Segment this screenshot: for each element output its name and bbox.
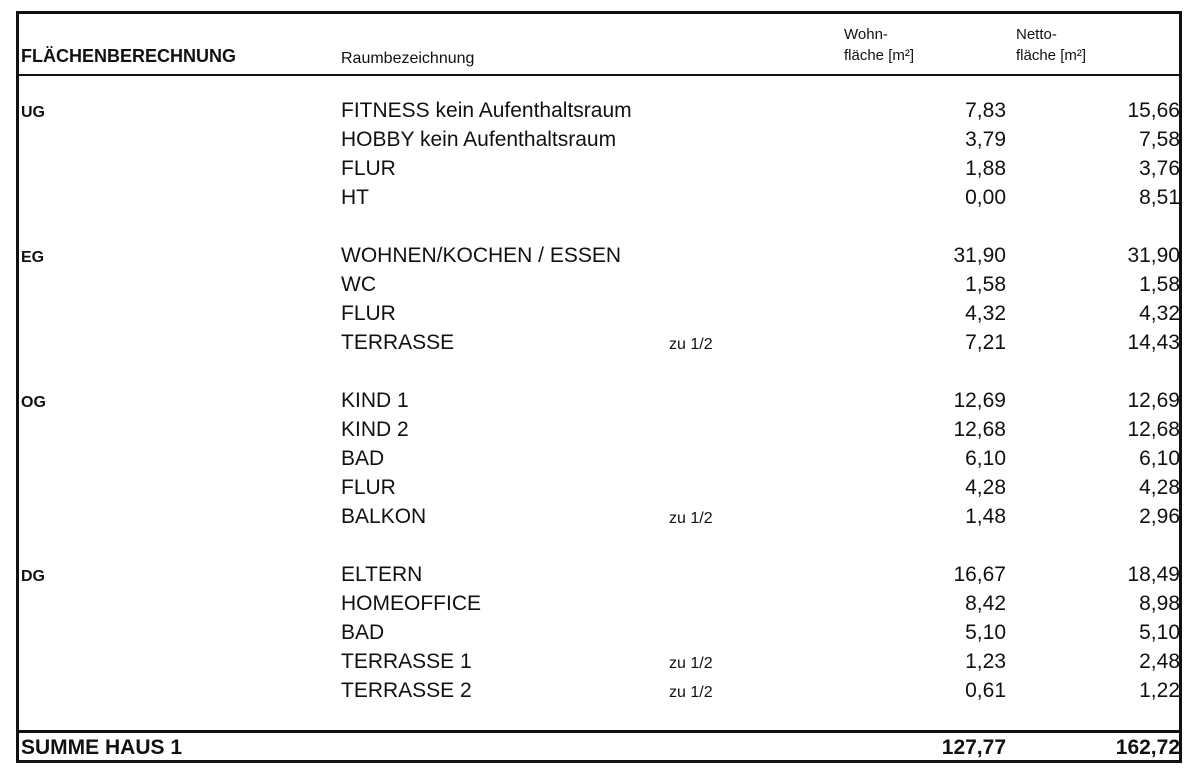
room-net-area: 5,10: [1139, 621, 1180, 644]
room-net-area: 6,10: [1139, 447, 1180, 470]
room-name: ELTERN: [341, 563, 423, 586]
room-living-area: 1,23: [965, 650, 1006, 673]
room-note: zu 1/2: [669, 510, 713, 527]
room-net-area: 31,90: [1127, 244, 1180, 267]
room-living-area: 0,00: [965, 186, 1006, 209]
room-net-area: 4,28: [1139, 476, 1180, 499]
living-area-header-line2: fläche [m²]: [844, 47, 915, 64]
room-name: HT: [341, 186, 369, 209]
room-living-area: 16,67: [953, 563, 1006, 586]
room-living-area: 4,28: [965, 476, 1006, 499]
room-name: HOMEOFFICE: [341, 592, 481, 615]
room-note: zu 1/2: [669, 684, 713, 701]
room-name: BALKON: [341, 505, 427, 528]
room-note: zu 1/2: [669, 336, 713, 353]
room-living-area: 8,42: [965, 592, 1006, 615]
summary-living-area: 127,77: [941, 736, 1006, 759]
room-net-area: 2,48: [1139, 650, 1180, 673]
room-net-area: 12,68: [1127, 418, 1180, 441]
room-net-area: 18,49: [1127, 563, 1180, 586]
room-name: KIND 1: [341, 389, 409, 412]
sheet-title: FLÄCHENBERECHNUNG: [21, 46, 236, 66]
room-name: KIND 2: [341, 418, 409, 441]
room-net-area: 2,96: [1139, 505, 1180, 528]
room-net-area: 8,98: [1139, 592, 1180, 615]
floor-label: UG: [21, 104, 45, 121]
room-net-area: 3,76: [1139, 157, 1180, 180]
room-net-area: 14,43: [1127, 331, 1180, 354]
room-name: WOHNEN/KOCHEN / ESSEN: [341, 244, 622, 267]
room-living-area: 1,58: [965, 273, 1006, 296]
room-net-area: 15,66: [1127, 99, 1180, 122]
header-divider: [19, 74, 1179, 76]
room-name: FLUR: [341, 476, 396, 499]
room-living-area: 5,10: [965, 621, 1006, 644]
room-living-area: 1,88: [965, 157, 1006, 180]
room-living-area: 3,79: [965, 128, 1006, 151]
room-living-area: 12,69: [953, 389, 1006, 412]
summary-divider: [19, 730, 1179, 733]
net-area-column-header: [1016, 24, 1086, 66]
room-name: FITNESS kein Aufenthaltsraum: [341, 99, 632, 122]
room-name: FLUR: [341, 157, 396, 180]
floor-label: DG: [21, 568, 45, 585]
room-net-area: 1,58: [1139, 273, 1180, 296]
room-name: TERRASSE 2: [341, 679, 472, 702]
floor-label: EG: [21, 249, 45, 266]
room-name: BAD: [341, 621, 385, 644]
room-name: FLUR: [341, 302, 396, 325]
room-name: TERRASSE: [341, 331, 455, 354]
room-name: HOBBY kein Aufenthaltsraum: [341, 128, 617, 151]
room-net-area: 4,32: [1139, 302, 1180, 325]
summary-net-area: 162,72: [1115, 736, 1180, 759]
room-net-area: 12,69: [1127, 389, 1180, 412]
room-name: WC: [341, 273, 376, 296]
room-living-area: 7,21: [965, 331, 1006, 354]
net-area-header-line2: fläche [m²]: [1016, 47, 1087, 64]
living-area-column-header: [844, 24, 914, 66]
room-name: BAD: [341, 447, 385, 470]
room-living-area: 31,90: [953, 244, 1006, 267]
living-area-header-line1: Wohn-: [844, 26, 888, 43]
room-living-area: 6,10: [965, 447, 1006, 470]
floor-label: OG: [21, 394, 46, 411]
room-note: zu 1/2: [669, 655, 713, 672]
room-living-area: 0,61: [965, 679, 1006, 702]
room-net-area: 8,51: [1139, 186, 1180, 209]
room-living-area: 1,48: [965, 505, 1006, 528]
room-column-header: Raumbezeichnung: [341, 50, 475, 67]
room-living-area: 12,68: [953, 418, 1006, 441]
net-area-header-line1: Netto-: [1016, 26, 1057, 43]
summary-label: SUMME HAUS 1: [21, 736, 183, 759]
room-living-area: 4,32: [965, 302, 1006, 325]
room-net-area: 7,58: [1139, 128, 1180, 151]
area-calculation-sheet: [16, 11, 1182, 763]
room-name: TERRASSE 1: [341, 650, 472, 673]
room-net-area: 1,22: [1139, 679, 1180, 702]
room-living-area: 7,83: [965, 99, 1006, 122]
